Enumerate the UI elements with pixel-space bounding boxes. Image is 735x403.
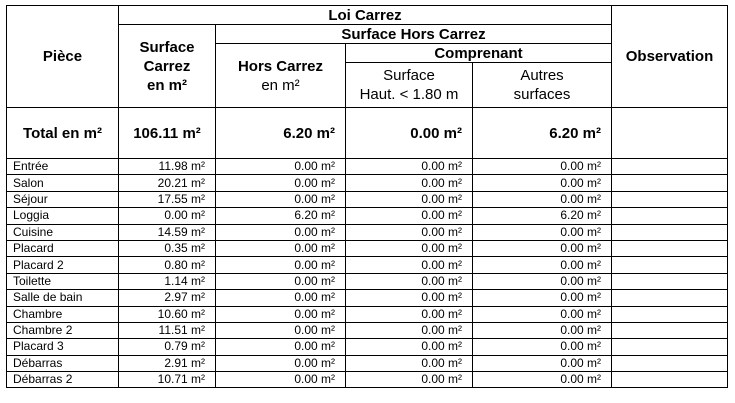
cell-piece: Chambre: [7, 306, 119, 322]
cell-observation: [612, 240, 728, 256]
cell-observation: [612, 306, 728, 322]
total-carrez: 106.11 m²: [119, 108, 216, 159]
total-hors-carrez: 6.20 m²: [216, 108, 346, 159]
cell-hors: 6.20 m²: [216, 208, 346, 224]
cell-piece: Loggia: [7, 208, 119, 224]
cell-autres: 0.00 m²: [473, 175, 612, 191]
cell-hors: 0.00 m²: [216, 159, 346, 175]
table-row: [7, 372, 728, 388]
table-row: [7, 208, 728, 224]
table-row: [7, 322, 728, 338]
cell-carrez: 0.79 m²: [119, 339, 216, 355]
header-hors-carrez-l1: Hors Carrez: [237, 57, 324, 75]
header-surface-haut-l1: Surface: [383, 67, 435, 84]
cell-autres: 0.00 m²: [473, 355, 612, 371]
cell-piece: Débarras 2: [7, 372, 119, 388]
cell-piece: Chambre 2: [7, 322, 119, 338]
cell-observation: [612, 322, 728, 338]
cell-haut: 0.00 m²: [346, 208, 473, 224]
cell-piece: Entrée: [7, 159, 119, 175]
table-row: [7, 306, 728, 322]
table-row: [7, 191, 728, 207]
header-surface-carrez-l3: en m²: [146, 76, 187, 94]
header-surface-haut-l2: Haut. < 1.80 m: [359, 86, 459, 103]
cell-piece: Toilette: [7, 273, 119, 289]
cell-hors: 0.00 m²: [216, 191, 346, 207]
cell-carrez: 11.98 m²: [119, 159, 216, 175]
cell-haut: 0.00 m²: [346, 322, 473, 338]
header-observation-label: Observation: [625, 48, 714, 65]
cell-haut: 0.00 m²: [346, 224, 473, 240]
header-comprenant: [346, 44, 612, 63]
header-observation: [612, 6, 728, 108]
table-row: [7, 240, 728, 256]
header-surface-carrez-l2: Carrez: [143, 57, 191, 75]
cell-observation: [612, 208, 728, 224]
cell-carrez: 14.59 m²: [119, 224, 216, 240]
total-row: [7, 108, 728, 159]
footnote-cutoff: [0, 397, 735, 403]
table-row: [7, 290, 728, 306]
cell-autres: 0.00 m²: [473, 339, 612, 355]
cell-haut: 0.00 m²: [346, 273, 473, 289]
cell-carrez: 0.00 m²: [119, 208, 216, 224]
cell-observation: [612, 175, 728, 191]
cell-hors: 0.00 m²: [216, 273, 346, 289]
cell-hors: 0.00 m²: [216, 339, 346, 355]
cell-haut: 0.00 m²: [346, 159, 473, 175]
cell-hors: 0.00 m²: [216, 372, 346, 388]
cell-autres: 0.00 m²: [473, 159, 612, 175]
header-surface-hors-carrez: [216, 25, 612, 44]
cell-autres: 0.00 m²: [473, 240, 612, 256]
table-row: [7, 159, 728, 175]
header-piece-label: Pièce: [42, 48, 83, 65]
total-autres: 6.20 m²: [473, 108, 612, 159]
cell-haut: 0.00 m²: [346, 290, 473, 306]
cell-haut: 0.00 m²: [346, 339, 473, 355]
cell-observation: [612, 355, 728, 371]
total-haut: 0.00 m²: [346, 108, 473, 159]
cell-haut: 0.00 m²: [346, 240, 473, 256]
cell-hors: 0.00 m²: [216, 290, 346, 306]
cell-carrez: 2.97 m²: [119, 290, 216, 306]
cell-piece: Salon: [7, 175, 119, 191]
cell-hors: 0.00 m²: [216, 240, 346, 256]
cell-piece: Placard 3: [7, 339, 119, 355]
cell-carrez: 11.51 m²: [119, 322, 216, 338]
cell-hors: 0.00 m²: [216, 355, 346, 371]
cell-autres: 0.00 m²: [473, 322, 612, 338]
cell-haut: 0.00 m²: [346, 175, 473, 191]
table-row: [7, 339, 728, 355]
header-piece: [7, 6, 119, 108]
cell-observation: [612, 339, 728, 355]
cell-autres: 0.00 m²: [473, 306, 612, 322]
cell-carrez: 0.80 m²: [119, 257, 216, 273]
header-loi-carrez: [119, 6, 612, 25]
header-surface-carrez: [119, 25, 216, 108]
cell-observation: [612, 191, 728, 207]
surface-table: [6, 5, 728, 388]
cell-haut: 0.00 m²: [346, 372, 473, 388]
cell-autres: 6.20 m²: [473, 208, 612, 224]
cell-hors: 0.00 m²: [216, 224, 346, 240]
header-hors-carrez-l2: en m²: [261, 76, 300, 94]
header-surface-carrez-l1: Surface: [139, 38, 195, 56]
total-label: Total en m²: [7, 108, 119, 159]
cell-piece: Salle de bain: [7, 290, 119, 306]
cell-carrez: 2.91 m²: [119, 355, 216, 371]
header-surface-hors-carrez-label: Surface Hors Carrez: [341, 25, 486, 43]
total-observation: [612, 108, 728, 159]
cell-carrez: 17.55 m²: [119, 191, 216, 207]
table-row: [7, 224, 728, 240]
cell-piece: Séjour: [7, 191, 119, 207]
cell-observation: [612, 290, 728, 306]
cell-carrez: 1.14 m²: [119, 273, 216, 289]
table-row: [7, 355, 728, 371]
header-autres-l1: Autres: [520, 67, 564, 84]
cell-hors: 0.00 m²: [216, 306, 346, 322]
cell-haut: 0.00 m²: [346, 306, 473, 322]
cell-hors: 0.00 m²: [216, 322, 346, 338]
cell-carrez: 10.71 m²: [119, 372, 216, 388]
header-loi-carrez-label: Loi Carrez: [328, 6, 402, 24]
cell-hors: 0.00 m²: [216, 257, 346, 273]
cell-autres: 0.00 m²: [473, 273, 612, 289]
cell-carrez: 10.60 m²: [119, 306, 216, 322]
header-comprenant-label: Comprenant: [434, 44, 523, 62]
cell-piece: Cuisine: [7, 224, 119, 240]
header-surface-haut: [346, 63, 473, 108]
cell-carrez: 20.21 m²: [119, 175, 216, 191]
cell-observation: [612, 273, 728, 289]
cell-piece: Placard 2: [7, 257, 119, 273]
cell-autres: 0.00 m²: [473, 257, 612, 273]
cell-autres: 0.00 m²: [473, 372, 612, 388]
cell-piece: Placard: [7, 240, 119, 256]
cell-observation: [612, 159, 728, 175]
cell-autres: 0.00 m²: [473, 191, 612, 207]
cell-haut: 0.00 m²: [346, 257, 473, 273]
table-row: [7, 175, 728, 191]
cell-observation: [612, 372, 728, 388]
cell-carrez: 0.35 m²: [119, 240, 216, 256]
cell-hors: 0.00 m²: [216, 175, 346, 191]
table-row: [7, 273, 728, 289]
cell-piece: Débarras: [7, 355, 119, 371]
cell-observation: [612, 257, 728, 273]
header-hors-carrez: [216, 44, 346, 108]
table-row: [7, 257, 728, 273]
cell-haut: 0.00 m²: [346, 355, 473, 371]
cell-autres: 0.00 m²: [473, 224, 612, 240]
cell-observation: [612, 224, 728, 240]
header-autres-l2: surfaces: [513, 86, 571, 103]
header-autres: [473, 63, 612, 108]
cell-haut: 0.00 m²: [346, 191, 473, 207]
cell-autres: 0.00 m²: [473, 290, 612, 306]
